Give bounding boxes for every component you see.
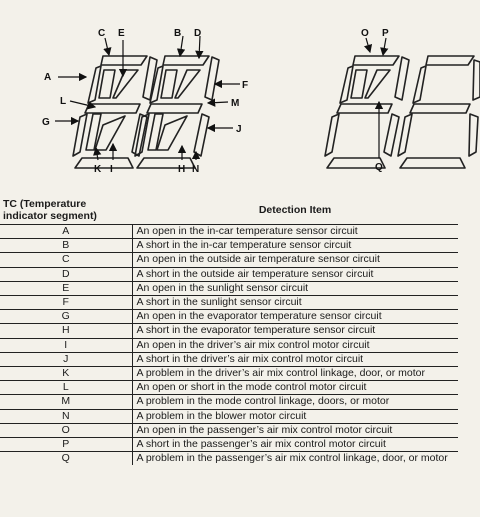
detection-item: A short in the outside air temperature sensor circuit: [132, 267, 458, 281]
detection-item: An open in the driver’s air mix control motor circuit: [132, 338, 458, 352]
detection-item: A short in the in-car temperature sensor circuit: [132, 239, 458, 253]
callout-e: E: [118, 28, 125, 39]
digit-3-segments: [325, 56, 409, 168]
table-row: [0, 239, 458, 253]
digit-4-segments: [398, 56, 480, 168]
segment-code: F: [0, 296, 132, 310]
table-row: [0, 225, 458, 239]
table-row: [0, 409, 458, 423]
detection-item: A short in the passenger’s air mix control motor circuit: [132, 438, 458, 452]
column-header-detection-item: Detection Item: [132, 196, 458, 225]
segment-code: A: [0, 225, 132, 239]
table-row: [0, 395, 458, 409]
segment-code: B: [0, 239, 132, 253]
detection-item: An open in the outside air temperature sensor circuit: [132, 253, 458, 267]
callout-f: F: [242, 80, 249, 91]
segment-code: D: [0, 267, 132, 281]
digit-1-segments: [73, 56, 157, 168]
segment-code: Q: [0, 452, 132, 466]
table-row: [0, 381, 458, 395]
detection-item: An open in the in-car temperature sensor circuit: [132, 225, 458, 239]
callout-l: L: [60, 96, 67, 107]
segment-code: K: [0, 367, 132, 381]
callout-p: P: [382, 28, 389, 39]
callout-j: J: [236, 124, 242, 135]
table-row: [0, 253, 458, 267]
table-row: [0, 310, 458, 324]
table-row: [0, 352, 458, 366]
callout-a: A: [44, 72, 52, 83]
detection-item: An open in the passenger’s air mix control motor circuit: [132, 423, 458, 437]
table-row: [0, 296, 458, 310]
callout-c: C: [98, 28, 106, 39]
segment-code: G: [0, 310, 132, 324]
callout-i: I: [110, 164, 113, 175]
detection-item: An open in the sunlight sensor circuit: [132, 281, 458, 295]
segment-code: O: [0, 423, 132, 437]
table-row: [0, 452, 458, 466]
segment-code: C: [0, 253, 132, 267]
callout-q: Q: [375, 162, 383, 173]
detection-item: A problem in the passenger’s air mix control linkage, door, or motor: [132, 452, 458, 466]
segment-code: H: [0, 324, 132, 338]
segment-code: N: [0, 409, 132, 423]
table-body: [0, 225, 458, 466]
callout-g: G: [42, 117, 50, 128]
table-row: [0, 324, 458, 338]
detection-item: A problem in the driver’s air mix control linkage, door, or motor: [132, 367, 458, 381]
table-row: [0, 423, 458, 437]
segment-code: L: [0, 381, 132, 395]
trouble-code-table: [0, 196, 458, 465]
callout-b: B: [174, 28, 182, 39]
segment-code: P: [0, 438, 132, 452]
callout-n: N: [192, 164, 200, 175]
detection-item: A problem in the blower motor circuit: [132, 409, 458, 423]
detection-item: An open in the evaporator temperature sensor circuit: [132, 310, 458, 324]
callout-h: H: [178, 164, 186, 175]
table-row: [0, 438, 458, 452]
segment-code: E: [0, 281, 132, 295]
detection-item: A short in the evaporator temperature sensor circuit: [132, 324, 458, 338]
detection-item: A short in the driver’s air mix control motor circuit: [132, 352, 458, 366]
segment-code: I: [0, 338, 132, 352]
detection-item: A short in the sunlight sensor circuit: [132, 296, 458, 310]
segment-code: J: [0, 352, 132, 366]
callout-o: O: [361, 28, 369, 39]
table-row: [0, 267, 458, 281]
callout-k: K: [94, 164, 102, 175]
table-row: [0, 338, 458, 352]
seven-segment-display-diagram: [0, 0, 480, 196]
segment-code: M: [0, 395, 132, 409]
detection-item: An open or short in the mode control motor circuit: [132, 381, 458, 395]
column-header-tc: TC (Temperature indicator segment): [0, 196, 132, 225]
callout-labels: [42, 28, 389, 175]
table-row: [0, 281, 458, 295]
detection-item: A problem in the mode control linkage, doors, or motor: [132, 395, 458, 409]
table-row: [0, 367, 458, 381]
table-header-row: [0, 196, 458, 225]
callout-d: D: [194, 28, 202, 39]
callout-m: M: [231, 98, 240, 109]
